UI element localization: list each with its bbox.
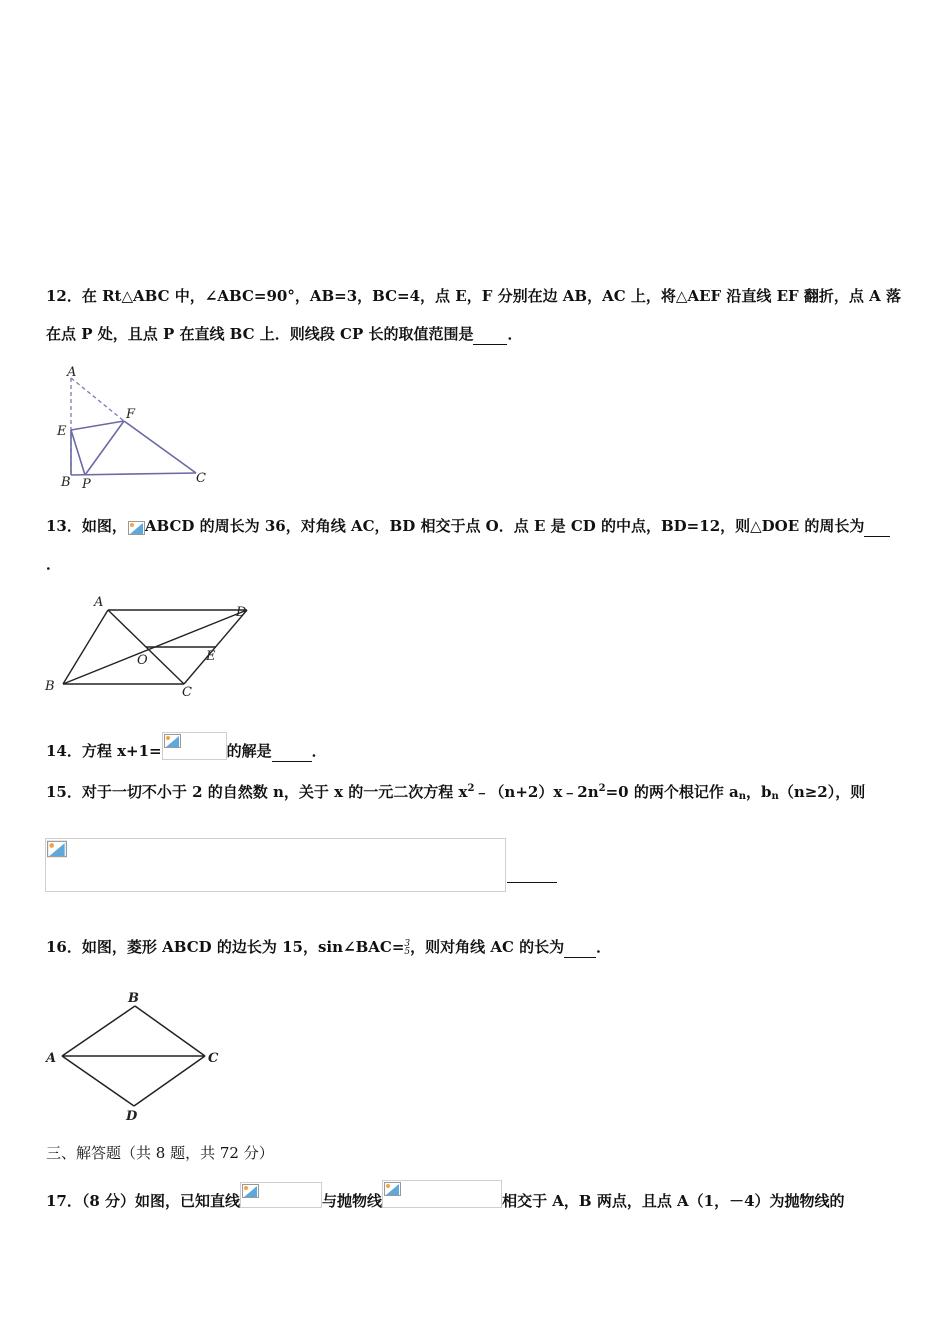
subscript: n bbox=[771, 791, 779, 802]
label-d: D bbox=[236, 605, 247, 620]
broken-image-icon bbox=[384, 1182, 401, 1196]
q13-line-1 bbox=[46, 516, 890, 537]
q16-end: ． bbox=[596, 938, 612, 956]
label-a: A bbox=[94, 595, 104, 610]
label-f: F bbox=[126, 407, 136, 422]
label-e: E bbox=[57, 424, 67, 439]
fraction-numerator: 3 bbox=[404, 939, 411, 949]
q12-line-2-text: 在点 P 处，且点 P 在直线 BC 上．则线段 CP 长的取值范围是 bbox=[46, 325, 474, 343]
q16-text-a: 16．如图，菱形 ABCD 的边长为 15，sin∠BAC= bbox=[46, 938, 405, 956]
answer-blank bbox=[864, 516, 890, 537]
q15-text-d: ，b bbox=[746, 783, 772, 801]
parallelogram-symbol-image bbox=[127, 520, 145, 534]
label-b: B bbox=[128, 991, 139, 1006]
answer-blank bbox=[272, 741, 312, 762]
subscript: n bbox=[738, 791, 747, 802]
label-c: C bbox=[208, 1051, 219, 1066]
q13-line-2: ． bbox=[46, 555, 62, 573]
q15-text-c: =0 的两个根记作 a bbox=[605, 783, 739, 801]
q13-prefix: 13．如图， bbox=[46, 517, 127, 535]
answer-blank bbox=[564, 937, 596, 958]
section-3-title: 三、解答题（共 8 题，共 72 分） bbox=[46, 1144, 274, 1162]
label-a: A bbox=[67, 365, 77, 380]
q12-line-2 bbox=[46, 324, 522, 345]
broken-image-icon bbox=[47, 840, 67, 858]
broken-image-icon bbox=[128, 521, 145, 535]
label-a: A bbox=[46, 1051, 57, 1066]
q16-text-b: ，则对角线 AC 的长为 bbox=[410, 938, 565, 956]
q15-expression-image bbox=[45, 838, 506, 892]
answer-blank bbox=[507, 866, 557, 883]
q14-line bbox=[46, 732, 327, 762]
q14-prefix: 14．方程 x+1= bbox=[46, 742, 162, 760]
label-b: B bbox=[61, 475, 71, 490]
equation-image bbox=[162, 732, 227, 760]
q15-text-e: （n≥2），则 bbox=[778, 783, 866, 801]
answer-blank bbox=[473, 324, 507, 345]
superscript: 2 bbox=[598, 783, 606, 794]
q17-text-c: 相交于 A，B 两点，且点 A（1，－4）为抛物线的 bbox=[502, 1192, 845, 1210]
broken-image-icon bbox=[242, 1184, 259, 1198]
q12-line-2-end: ． bbox=[507, 325, 523, 343]
label-c: C bbox=[182, 685, 192, 700]
q12-triangle-figure bbox=[52, 364, 232, 494]
q15-text-b: ﹣（n+2）x﹣2n bbox=[474, 783, 599, 801]
q15-line bbox=[46, 779, 865, 807]
fraction-denominator: 5 bbox=[404, 947, 411, 957]
q16-line bbox=[46, 937, 611, 958]
q12-line-1: 12．在 Rt△ABC 中，∠ABC=90°，AB=3，BC=4，点 E，F 分别在边 AB，AC 上，将△AEF 沿直线 EF 翻折，点 A 落 bbox=[46, 287, 902, 305]
line-equation-image bbox=[240, 1182, 322, 1208]
label-o: O bbox=[137, 653, 148, 668]
label-e: E bbox=[206, 649, 216, 664]
q13-parallelogram-figure bbox=[40, 592, 260, 702]
q15-text-a: 15．对于一切不小于 2 的自然数 n，关于 x 的一元二次方程 x bbox=[46, 783, 468, 801]
q16-rhombus-figure bbox=[40, 988, 230, 1123]
broken-image-icon bbox=[164, 734, 181, 748]
parabola-equation-image bbox=[382, 1180, 502, 1208]
q17-line bbox=[46, 1180, 845, 1211]
label-p: P bbox=[82, 477, 91, 492]
q14-suffix: 的解是 bbox=[226, 742, 272, 760]
label-d: D bbox=[126, 1109, 138, 1123]
superscript: 2 bbox=[467, 783, 475, 794]
q17-text-b: 与抛物线 bbox=[322, 1192, 383, 1210]
q14-end: ． bbox=[311, 742, 327, 760]
label-b: B bbox=[45, 679, 55, 694]
q13-text: ABCD 的周长为 36，对角线 AC，BD 相交于点 O．点 E 是 CD 的中点，BD=12，则△DOE 的周长为 bbox=[144, 517, 865, 535]
q17-text-a: 17．（8 分）如图，已知直线 bbox=[46, 1192, 241, 1210]
label-c: C bbox=[196, 471, 206, 486]
